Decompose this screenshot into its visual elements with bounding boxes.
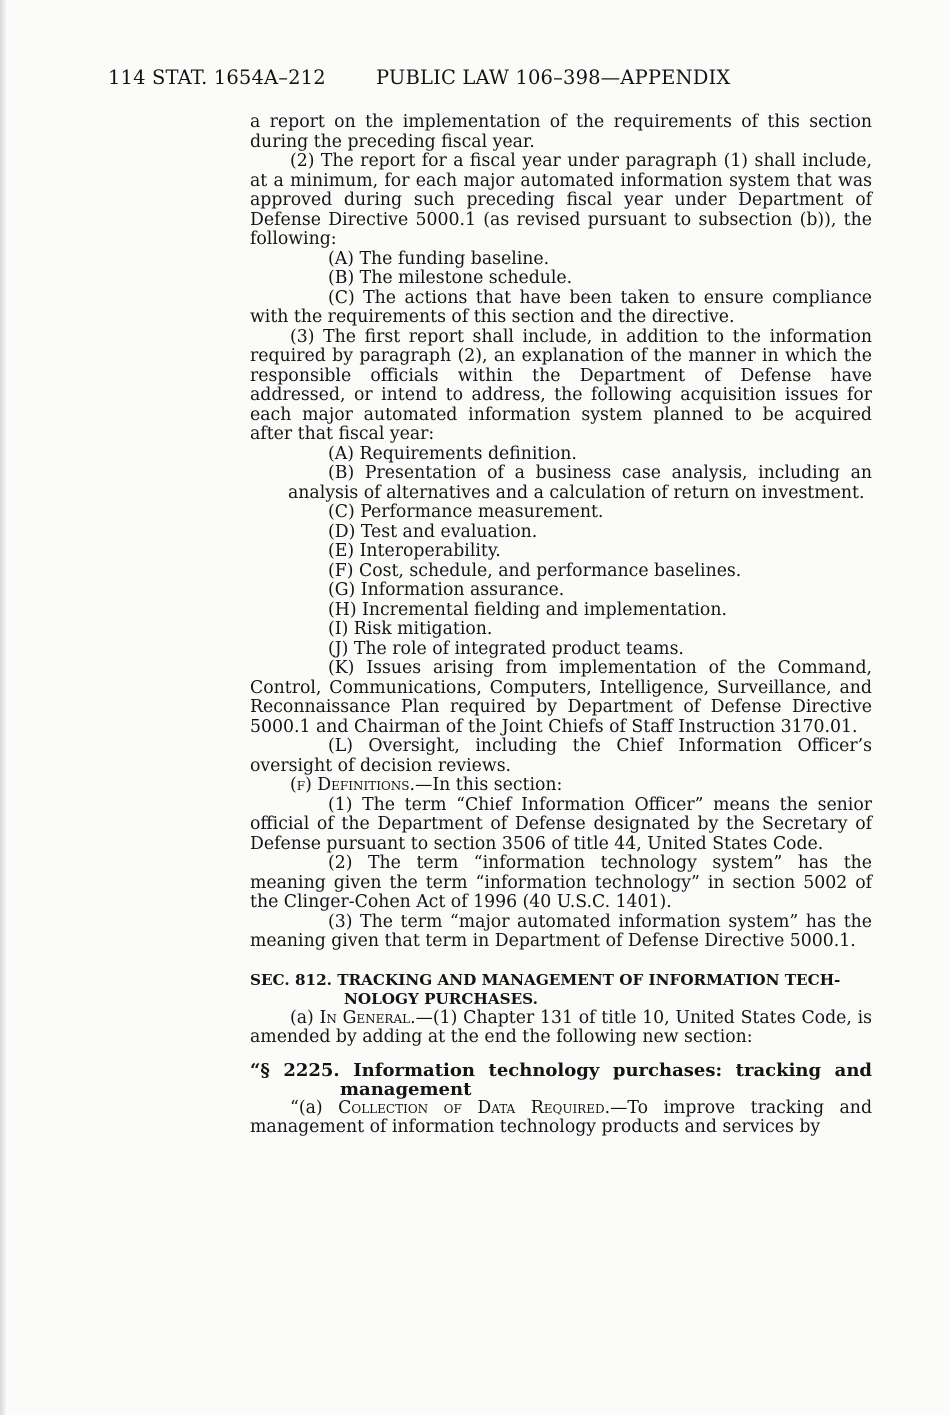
list-item: (A) Requirements definition. (328, 443, 577, 464)
subsection-text: —In this section: (415, 775, 563, 795)
list-item: (I) Risk mitigation. (328, 619, 493, 639)
subsection-text: —(1) Chapter 131 of title 10, United States Code, is amended by adding at the end the following new section: (250, 1007, 872, 1047)
section-heading-line: NOLOGY PURCHASES. (344, 989, 538, 1008)
header-title: PUBLIC LAW 106–398—APPENDIX (376, 66, 731, 89)
subsection-heading: Collection of Data Required. (338, 1097, 611, 1118)
subsection-heading: (f) Definitions. (290, 775, 416, 795)
list-item: (K) Issues arising from implementation of the Command, Control, Communications, Computers, Intelligence, Surveillance, and Reconnaissance Plan required by Department of Defense Directive 5000.1 and Chairman of the Joint Chiefs of Staff Instruction 3170.01. (250, 658, 872, 737)
list-item: (C) Performance measurement. (328, 502, 604, 522)
list-item: (A) The funding baseline. (328, 248, 550, 269)
paragraph: (3) The first report shall include, in addition to the information required by paragraph (2), an explanation of the manner in which the responsible officials within the Department of Defense have addressed, or intend to address, the following acquisition issues for each major automated information system planned to be acquired after that fiscal year: (250, 326, 872, 444)
subsection-prefix: “(a) (290, 1097, 339, 1118)
list-item: (H) Incremental fielding and implementation. (328, 599, 727, 620)
subsection-heading: In General. (319, 1007, 416, 1028)
running-header (108, 66, 730, 89)
definition: (3) The term “major automated information system” has the meaning given that term in Department of Defense Directive 5000.1. (250, 911, 872, 951)
subsection-f (250, 776, 872, 796)
definition: (1) The term “Chief Information Officer” means the senior official of the Department of Defense designated by the Secretary of Defense pursuant to section 3506 of title 44, United States Code. (250, 794, 872, 854)
list-item: (D) Test and evaluation. (328, 521, 538, 542)
section-heading-line: management (340, 1078, 472, 1100)
list-item: (G) Information assurance. (328, 580, 565, 600)
section-812-heading (250, 971, 872, 1009)
document-body (250, 113, 872, 1138)
subsection-a (250, 1009, 872, 1048)
paragraph: (2) The report for a fiscal year under paragraph (1) shall include, at a minimum, for each major automated information system that was approved during such preceding fiscal year under Department of Defense Directive 5000.1 (as revised pursuant to subsection (b)), the following: (250, 151, 872, 249)
page-folio: 114 STAT. 1654A–212 (108, 66, 326, 89)
list-item: (C) The actions that have been taken to ensure compliance with the requirements of this section and the directive. (250, 287, 872, 327)
list-item: (B) The milestone schedule. (328, 268, 573, 288)
subsection-text: —To improve tracking and management of information technology products and services by (250, 1097, 873, 1137)
list-item: (L) Oversight, including the Chief Information Officer’s oversight of decision reviews. (250, 736, 872, 776)
paragraph: a report on the implementation of the requirements of this section during the preceding fiscal year. (250, 112, 872, 152)
subsection-prefix: (a) (290, 1007, 320, 1028)
section-2225-heading (250, 1061, 872, 1099)
subsection-a-collection (250, 1099, 872, 1138)
list-item: (B) Presentation of a business case analysis, including an analysis of alternatives and a calculation of return on investment. (288, 463, 872, 503)
section-heading-line: SEC. 812. TRACKING AND MANAGEMENT OF INFORMATION TECH- (250, 970, 841, 989)
section-heading-line: “§ 2225. Information technology purchases: tracking and (250, 1059, 872, 1081)
definition: (2) The term “information technology system” has the meaning given the term “information technology” in section 5002 of the Clinger-Cohen Act of 1996 (40 U.S.C. 1401). (250, 853, 872, 912)
list-item: (E) Interoperability. (328, 541, 501, 561)
list-item: (F) Cost, schedule, and performance baselines. (328, 560, 742, 581)
list-item: (J) The role of integrated product teams. (328, 638, 684, 659)
page-spine-shadow (0, 0, 6, 1415)
